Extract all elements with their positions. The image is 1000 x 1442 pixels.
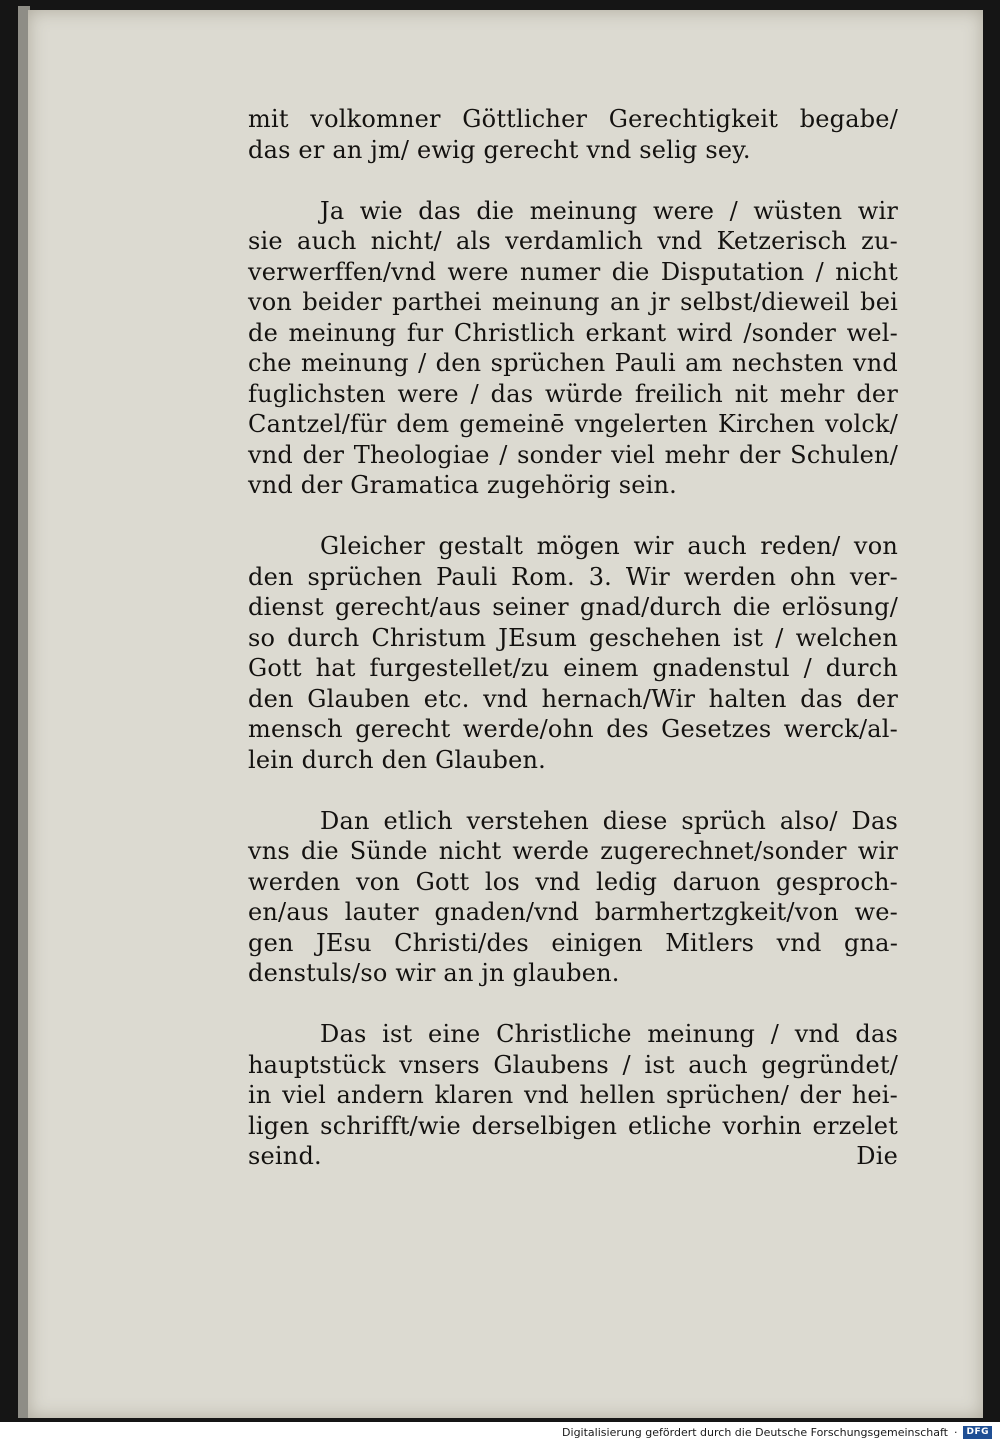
text-line: ligen schrifft/wie derselbigen etliche vorhin erzelet: [248, 1111, 898, 1140]
catchword: Die: [856, 1142, 898, 1170]
final-line-with-catchword: [248, 1141, 898, 1172]
text-line: hauptstück vnsers Glaubens / ist auch gegründet/: [248, 1050, 898, 1079]
text-line: Ja wie das die meinung were / wüsten wir: [320, 196, 898, 225]
text-line: den Glauben etc. vnd hernach/Wir halten das der: [248, 684, 898, 713]
text-line: von beider parthei meinung an jr selbst/dieweil bei: [248, 288, 898, 316]
text-line: so durch Christum JEsum geschehen ist / welchen: [248, 623, 898, 652]
text-line: de meinung fur Christlich erkant wird /sonder wel-: [248, 318, 898, 347]
paragraph-5: [248, 1019, 898, 1172]
text-line: gen JEsu Christi/des einigen Mitlers vnd gna-: [248, 928, 898, 957]
text-line: werden von Gott los vnd ledig daruon gesproch-: [248, 867, 898, 896]
text-line: vns die Sünde nicht werde zugerechnet/sonder wir: [248, 837, 898, 865]
final-line: seind.: [248, 1142, 322, 1170]
text-line: mit volkomner Göttlicher Gerechtigkeit begabe/: [248, 105, 898, 133]
text-line: verwerffen/vnd were numer die Disputation / nicht: [248, 257, 898, 286]
text-line: vnd der Gramatica zugehörig sein.: [248, 471, 677, 499]
text-line: Cantzel/für dem gemeinē vngelerten Kirchen volck/: [248, 410, 898, 438]
funding-note: Digitalisierung gefördert durch die Deutsche Forschungsgemeinschaft: [562, 1425, 948, 1439]
text-line: mensch gerecht werde/ohn des Gesetzes werck/al-: [248, 715, 898, 743]
text-line: Dan etlich verstehen diese sprüch also/ Das: [320, 806, 898, 835]
dfg-logo-icon: DFG: [963, 1426, 992, 1439]
text-line: denstuls/so wir an jn glauben.: [248, 959, 620, 987]
text-line: das er an jm/ ewig gerecht vnd selig sey.: [248, 135, 751, 164]
text-line: che meinung / den sprüchen Pauli am nechsten vnd: [248, 349, 898, 377]
text-line: dienst gerecht/aus seiner gnad/durch die erlösung/: [248, 593, 898, 621]
text-line: vnd der Theologiae / sonder viel mehr der Schulen/: [248, 440, 898, 469]
page-text: [248, 104, 898, 1172]
text-line: den sprüchen Pauli Rom. 3. Wir werden ohn ver-: [248, 562, 898, 591]
separator-dot: ·: [953, 1425, 958, 1439]
paragraph-4: [248, 806, 898, 989]
paragraph-3: [248, 531, 898, 775]
footer-bar: [0, 1422, 1000, 1442]
text-line: Gleicher gestalt mögen wir auch reden/ von: [320, 532, 898, 560]
text-line: en/aus lauter gnaden/vnd barmhertzgkeit/von we-: [248, 898, 898, 926]
text-line: Gott hat furgestellet/zu einem gnadenstul / durch: [248, 654, 898, 682]
paragraph-2: [248, 196, 898, 501]
text-line: in viel andern klaren vnd hellen sprüchen/ der hei-: [248, 1081, 898, 1109]
paragraph-1: [248, 104, 898, 165]
text-line: lein durch den Glauben.: [248, 745, 546, 774]
text-line: fuglichsten were / das würde freilich nit mehr der: [248, 379, 898, 408]
text-line: Das ist eine Christliche meinung / vnd das: [320, 1020, 898, 1048]
text-line: sie auch nicht/ als verdamlich vnd Ketzerisch zu-: [248, 227, 898, 255]
